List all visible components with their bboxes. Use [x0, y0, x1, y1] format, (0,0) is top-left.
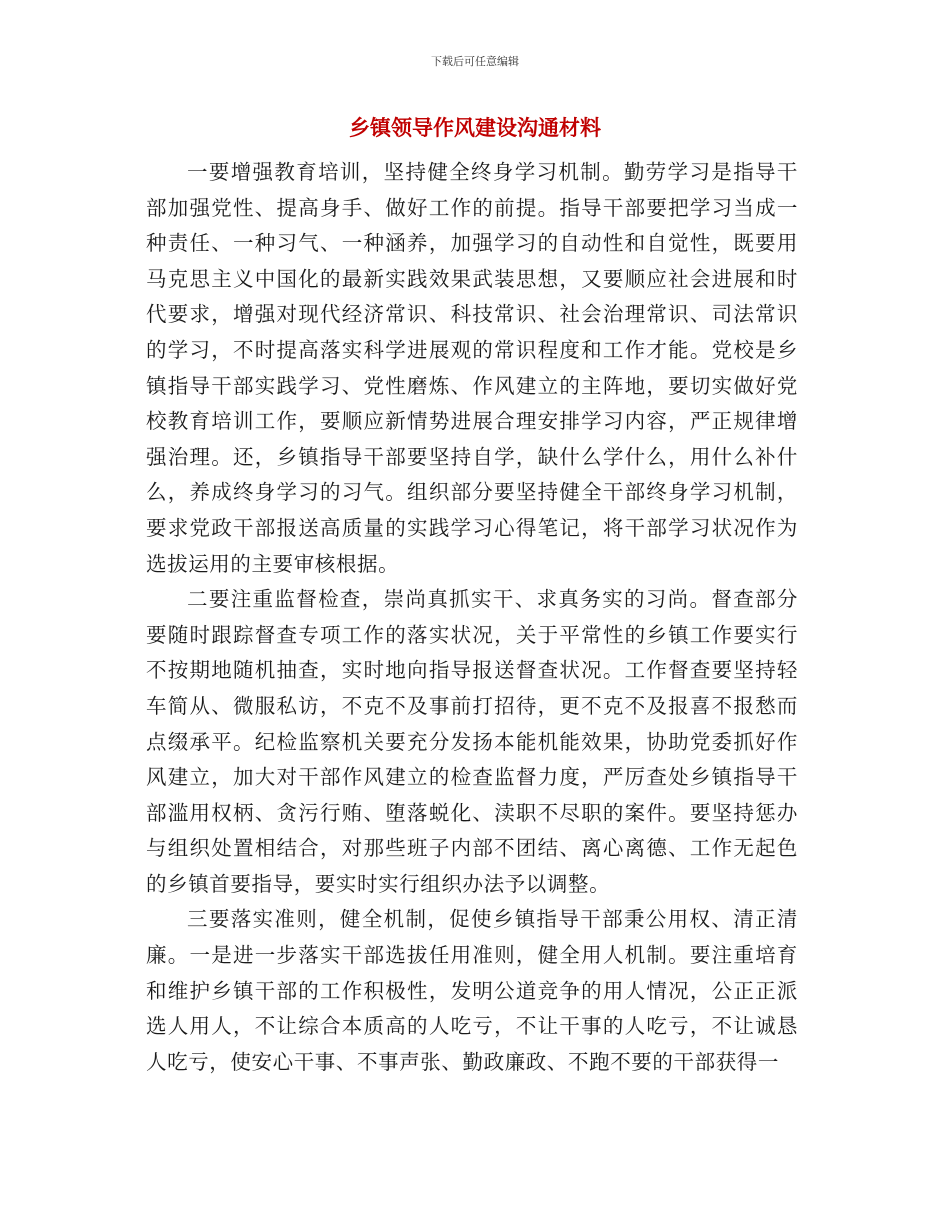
- document-body: [146, 155, 798, 1080]
- paragraph-3: 三要落实准则，健全机制，促使乡镇指导干部秉公用权、清正清廉。一是进一步落实干部选拔任用准则，健全用人机制。要注重培育和维护乡镇干部的工作积极性，发明公道竞争的用人情况，公正正派选人用人，不让综合本质高的人吃亏，不让干事的人吃亏，不让诚恳人吃亏，使安心干事、不事声张、勤政廉政、不跑不要的干部获得一: [146, 907, 798, 1074]
- paragraph-2: 二要注重监督检查，崇尚真抓实干、求真务实的习尚。督查部分要随时跟踪督查专项工作的落实状况，关于平常性的乡镇工作要实行不按期地随机抽查，实时地向指导报送督查状况。工作督查要坚持轻车简从、微服私访，不克不及事前打招待，更不克不及报喜不报愁而点缀承平。纪检监察机关要充分发扬本能机能效果，协助党委抓好作风建立，加大对干部作风建立的检查监督力度，严厉查处乡镇指导干部滥用权柄、贪污行贿、堕落蜕化、渎职不尽职的案件。要坚持惩办与组织处置相结合，对那些班子内部不团结、离心离德、工作无起色的乡镇首要指导，要实时实行组织办法予以调整。: [146, 587, 798, 896]
- running-header: 下载后可任意编辑: [431, 55, 519, 68]
- document-title: 乡镇领导作风建设沟通材料: [349, 116, 601, 140]
- paragraph-1: 一要增强教育培训，坚持健全终身学习机制。勤劳学习是指导干部加强党性、提高身手、做好工作的前提。指导干部要把学习当成一种责任、一种习气、一种涵养，加强学习的自动性和自觉性，既要用马克思主义中国化的最新实践效果武装思想，又要顺应社会进展和时代要求，增强对现代经济常识、科技常识、社会治理常识、司法常识的学习，不时提高落实科学进展观的常识程度和工作才能。党校是乡镇指导干部实践学习、党性磨炼、作风建立的主阵地，要切实做好党校教育培训工作，要顺应新情势进展合理安排学习内容，严正规律增强治理。还，乡镇指导干部要坚持自学，缺什么学什么，用什么补什么，养成终身学习的习气。组织部分要坚持健全干部终身学习机制，要求党政干部报送高质量的实践学习心得笔记，将干部学习状况作为选拔运用的主要审核根据。: [146, 160, 798, 576]
